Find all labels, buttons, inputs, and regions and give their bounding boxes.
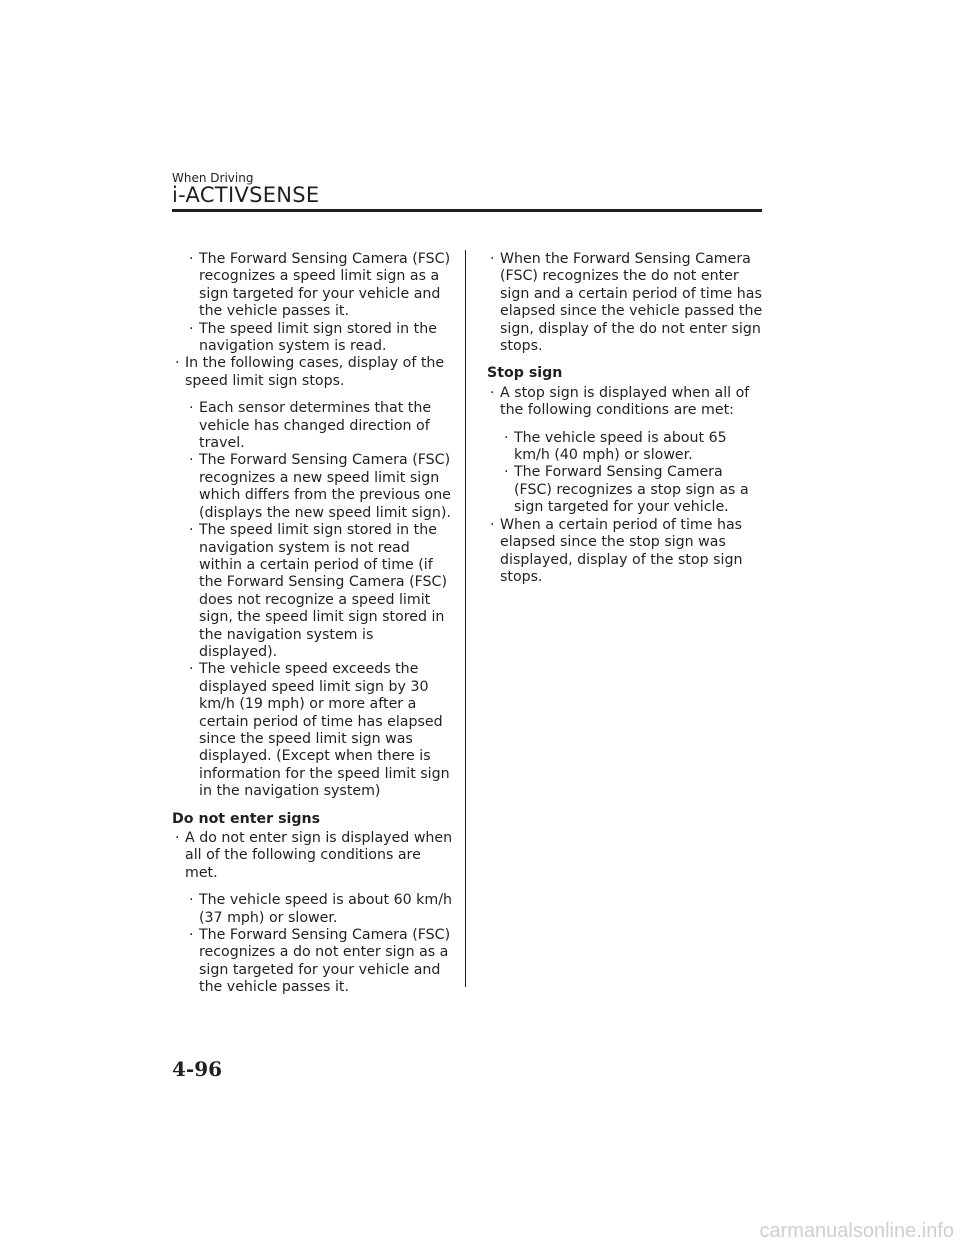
page-number: 4-96: [172, 1057, 223, 1081]
bullet-item: · The vehicle speed is about 60 km/h (37 mph) or slower.: [186, 892, 455, 927]
bullet-item: · The vehicle speed is about 65 km/h (40 mph) or slower.: [501, 430, 763, 465]
bullet-item: · The speed limit sign stored in the navigation system is read.: [186, 321, 455, 356]
bullet-item: · A stop sign is displayed when all of the following conditions are met:: [487, 385, 763, 420]
bullet-item: · The Forward Sensing Camera (FSC) recognizes a new speed limit sign which differs from the previous one (displays the new speed limit sign).: [186, 452, 455, 522]
section-label: When Driving: [172, 171, 254, 185]
bullet-item: · When the Forward Sensing Camera (FSC) recognizes the do not enter sign and a certain period of time has elapsed since the vehicle passed the sign, display of the do not enter sign stops.: [487, 251, 763, 355]
header-rule: [172, 209, 762, 212]
subheading-stop-sign: Stop sign: [487, 365, 563, 382]
subheading-do-not-enter-signs: Do not enter signs: [172, 810, 321, 827]
left-column: [172, 251, 455, 997]
bullet-item: · The Forward Sensing Camera (FSC) recognizes a do not enter sign as a sign targeted for your vehicle and the vehicle passes it.: [186, 927, 455, 997]
bullet-item: · Each sensor determines that the vehicle has changed direction of travel.: [186, 400, 455, 452]
right-column: [487, 251, 763, 586]
bullet-item: · The Forward Sensing Camera (FSC) recognizes a stop sign as a sign targeted for your vehicle.: [501, 464, 763, 516]
bullet-item: · A do not enter sign is displayed when all of the following conditions are met.: [172, 830, 455, 882]
bullet-item: · The speed limit sign stored in the navigation system is not read within a certain period of time (if the Forward Sensing Camera (FSC) does not recognize a speed limit sign, the speed limit sign stored in the navigation system is displayed).: [186, 522, 455, 661]
watermark: carmanualsonline.info: [759, 1220, 954, 1242]
bullet-item: · In the following cases, display of the speed limit sign stops.: [172, 355, 455, 390]
section-title: i-ACTIVSENSE: [172, 183, 320, 207]
bullet-item: · When a certain period of time has elapsed since the stop sign was displayed, display of the stop sign stops.: [487, 517, 763, 587]
bullet-item: · The Forward Sensing Camera (FSC) recognizes a speed limit sign as a sign targeted for your vehicle and the vehicle passes it.: [186, 251, 455, 321]
bullet-item: · The vehicle speed exceeds the displayed speed limit sign by 30 km/h (19 mph) or more after a certain period of time has elapsed since the speed limit sign was displayed. (Except when there is information for the speed limit sign in the navigation system): [186, 661, 455, 800]
column-divider: [465, 250, 466, 987]
